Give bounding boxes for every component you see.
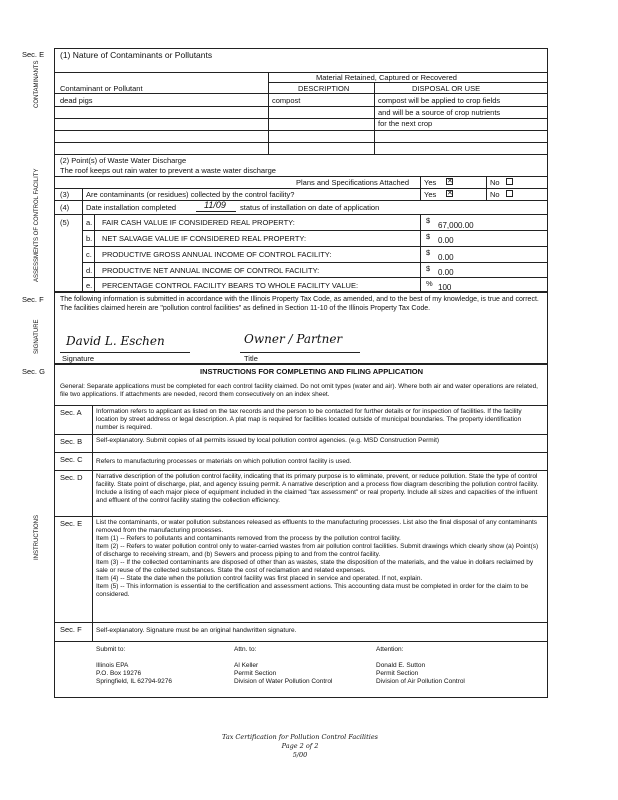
item3-no: No	[490, 190, 500, 199]
point-text: The roof keeps out rain water to prevent a waste water discharge	[60, 166, 276, 175]
row5-e-letter: e.	[86, 281, 93, 290]
instr-f-text: Self-explanatory. Signature must be an original handwritten signature.	[96, 627, 297, 634]
row5-d-prefix: $	[426, 264, 431, 273]
item4-status: status of installation on date of application	[240, 203, 380, 212]
item4-num: (4)	[60, 203, 70, 212]
item3-num: (3)	[60, 190, 70, 199]
disposal-line-2: and will be a source of crop nutrients	[378, 108, 501, 117]
instr-a-text: Information refers to applicant as listed on the tax records and the person to be contacted for further details or for inspection of facilities. If the facility location by street address or legal description. A plat map is required for facilities located outside of municipal boundaries. The property identification number is required.	[96, 408, 522, 431]
row5-b-letter: b.	[86, 234, 93, 243]
item3-no-checkbox[interactable]	[506, 190, 513, 197]
footer-line1: Tax Certification for Pollution Control Facilities	[221, 733, 379, 741]
row5-a-value[interactable]: 67,000.00	[438, 221, 474, 230]
instr-e-text: List the contaminants, or water pollution substances released as effluents to the manufacturing processes. List also the final disposal of any contaminants removed from the manufacturing processes. Item (1) -- Refers to pollutants and contaminants removed from the process by the pollution control facility. Item (2) -- Refers to water pollution control only to water-carried wastes from air pollution control facilities. Submit drawings which clearly show (a) Point(s) of discharge to receiving stream, and (b) Sewers and process piping to and from the control facility. Item (3) -- If the collected contaminants are disposed of other than as wastes, state the disposition of the materials, and the value in dollars reclaimed by sale or reuse of the collected substances. State the cost of reclamation and related expenses. Item (4) -- State the date when the pollution control facility was first placed in service and operated. If not, explain. Item (5) -- This information is essential to the certification and assessment actions. This accounting data must be completed in order for the claim to be considered.	[96, 519, 539, 598]
row5-e-text: PERCENTAGE CONTROL FACILITY BEARS TO WHOLE FACILITY VALUE:	[102, 281, 359, 290]
sec-f-side-label: SIGNATURE	[34, 319, 40, 354]
disposal-line-3: for the next crop	[378, 119, 433, 128]
sec-e-side-label2: ASSESSMENTS OF CONTROL FACILITY	[34, 168, 40, 282]
item4-date[interactable]: 11/09	[204, 200, 226, 210]
signature-title[interactable]: Owner / Partner	[244, 332, 343, 346]
plans-no: No	[490, 178, 500, 187]
instr-c-label: Sec. C	[60, 455, 83, 464]
addr1-line1: Illinois EPA	[96, 662, 129, 669]
attention-label: Attention:	[376, 646, 404, 653]
row5-c-prefix: $	[426, 248, 431, 257]
footer-line2: Page 2 of 2	[281, 742, 319, 750]
signature-owner[interactable]: David L. Eschen	[66, 334, 165, 348]
item3-yes-checkbox[interactable]: ✕	[447, 190, 453, 197]
instr-b-text: Self-explanatory. Submit copies of all permits issued by local pollution control agencies. (e.g. MSD Construction Permit)	[96, 437, 440, 444]
row5-b-prefix: $	[426, 232, 431, 241]
col-disposal: DISPOSAL OR USE	[412, 84, 481, 93]
attn-label: Attn. to:	[234, 646, 257, 653]
plans-label: Plans and Specifications Attached	[296, 178, 409, 187]
sec-g-general: General: Separate applications must be completed for each control facility claimed. Do not omit types (water and air). Where both air and water operations are related, file two applications. If attachments are needed, record them consecutively on an index sheet.	[60, 383, 538, 398]
plans-yes: Yes	[424, 178, 437, 187]
instr-f-label: Sec. F	[60, 625, 82, 634]
item5-num: (5)	[60, 218, 70, 227]
row5-d-text: PRODUCTIVE NET ANNUAL INCOME OF CONTROL FACILITY:	[102, 266, 320, 275]
row1-contaminant: dead pigs	[60, 96, 93, 105]
instr-b-label: Sec. B	[60, 437, 83, 446]
instr-d-label: Sec. D	[60, 473, 83, 482]
plans-yes-checkbox[interactable]: ✕	[447, 178, 453, 185]
sec-f-text: The following information is submitted in accordance with the Illinois Property Tax Code, as amended, and to the best of my knowledge, is true and correct. The facilities claimed herein are "pollution control facilities" as defined in Section 11-10 of the Illinois Property Tax Code.	[60, 296, 539, 312]
plans-no-checkbox[interactable]	[506, 178, 513, 185]
addr1-line3: Springfield, IL 62794-9276	[96, 678, 173, 685]
item3-text: Are contaminants (or residues) collected by the control facility?	[86, 190, 295, 199]
row5-b-text: NET SALVAGE VALUE IF CONSIDERED REAL PROPERTY:	[102, 234, 307, 243]
row1-description: compost	[272, 96, 301, 105]
col-description: DESCRIPTION	[298, 84, 350, 93]
addr3-line3: Division of Air Pollution Control	[376, 678, 465, 685]
instr-e-label: Sec. E	[60, 519, 83, 528]
item3-yes: Yes	[424, 190, 437, 199]
title-label: Title	[244, 354, 258, 363]
sec-e-label: Sec. E	[22, 50, 45, 59]
addr1-line2: P.O. Box 19276	[96, 670, 142, 677]
row5-c-text: PRODUCTIVE GROSS ANNUAL INCOME OF CONTROL FACILITY:	[102, 250, 332, 259]
signature-label: Signature	[62, 354, 95, 363]
sec-e-side-label: CONTAMINANTS	[34, 60, 40, 108]
addr3-line1: Donald E. Sutton	[376, 662, 426, 669]
sec-g-side-label: INSTRUCTIONS	[34, 515, 40, 560]
sec-e-title: (1) Nature of Contaminants or Pollutants	[60, 50, 213, 60]
addr3-line2: Permit Section	[376, 670, 419, 677]
material-header: Material Retained, Captured or Recovered	[316, 73, 457, 82]
submit-to-label: Submit to:	[96, 646, 126, 653]
instr-d-text: Narrative description of the pollution control facility, indicating that its primary purpose is to eliminate, prevent, or reduce pollution. State the type of control facility. State point of discharge, plat, and agency issuing permit. A narrative description and a process flow diagram describing the pollution control facility. Include a listing of each major piece of equipment included in the claimed "tax assessment" or real property. Include all sizes and capacities of the influent and effluent of the control facility stating the collection efficiency.	[96, 473, 539, 504]
row5-a-prefix: $	[426, 216, 431, 225]
point-title: (2) Point(s) of Waste Water Discharge	[60, 156, 187, 165]
row5-d-value[interactable]: 0.00	[438, 268, 454, 277]
disposal-line-1: compost will be applied to crop fields	[378, 96, 501, 105]
addr2-line1: Al Keller	[234, 662, 259, 669]
addr2-line2: Permit Section	[234, 670, 277, 677]
row5-c-value[interactable]: 0.00	[438, 253, 454, 262]
row5-e-value[interactable]: 100	[438, 283, 452, 292]
row5-a-text: FAIR CASH VALUE IF CONSIDERED REAL PROPERTY:	[102, 218, 295, 227]
row5-b-value[interactable]: 0.00	[438, 236, 454, 245]
footer-line3: 5/00	[292, 751, 308, 759]
sec-g-title: INSTRUCTIONS FOR COMPLETING AND FILING APPLICATION	[200, 367, 424, 376]
instr-a-label: Sec. A	[60, 408, 82, 417]
sec-f-label: Sec. F	[22, 295, 44, 304]
row5-a-letter: a.	[86, 218, 93, 227]
addr2-line3: Division of Water Pollution Control	[234, 678, 333, 685]
item4-text: Date installation completed	[86, 203, 177, 212]
row5-d-letter: d.	[86, 266, 93, 275]
row5-c-letter: c.	[86, 250, 92, 259]
instr-c-text: Refers to manufacturing processes or materials on which pollution control facility is used.	[96, 458, 352, 465]
row5-e-prefix: %	[426, 279, 433, 288]
sec-g-label: Sec. G	[22, 367, 45, 376]
col-contaminant: Contaminant or Pollutant	[60, 84, 143, 93]
